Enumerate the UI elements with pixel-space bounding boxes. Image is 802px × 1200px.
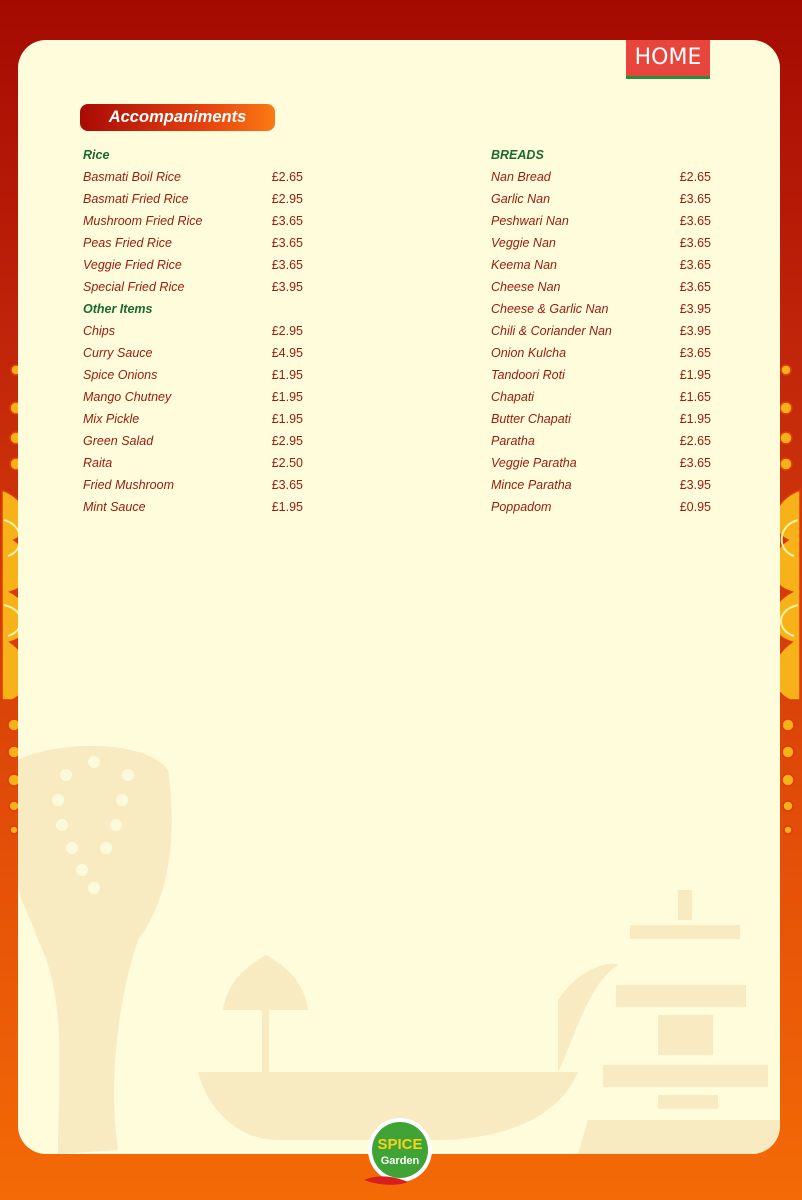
menu-item-row <box>491 210 711 232</box>
menu-item-name: Peshwari Nan <box>491 214 569 228</box>
menu-item-row <box>83 364 303 386</box>
menu-item-name: Veggie Paratha <box>491 456 577 470</box>
menu-item-name: Basmati Boil Rice <box>83 170 181 184</box>
menu-item-name: Mango Chutney <box>83 390 172 404</box>
menu-item-name: Butter Chapati <box>491 412 571 426</box>
menu-item-name: Raita <box>83 456 113 470</box>
menu-item-name: Keema Nan <box>491 258 558 272</box>
menu-item-price: £1.95 <box>271 500 303 514</box>
svg-text:SPICE: SPICE <box>377 1136 423 1153</box>
menu-item-row <box>491 232 711 254</box>
menu-item-row <box>83 276 303 298</box>
menu-item-price: £1.95 <box>271 368 303 382</box>
menu-item-row <box>491 452 711 474</box>
menu-item-name: Veggie Fried Rice <box>83 258 182 272</box>
menu-item-row <box>491 364 711 386</box>
menu-item-price: £3.65 <box>679 258 711 272</box>
menu-item-name: Paratha <box>491 434 535 448</box>
menu-item-row <box>83 408 303 430</box>
menu-item-row <box>491 474 711 496</box>
menu-item-name: Peas Fried Rice <box>83 236 172 250</box>
menu-item-price: £2.65 <box>271 170 303 184</box>
svg-text:Garden: Garden <box>380 1155 420 1167</box>
menu-item-row <box>83 474 303 496</box>
menu-item-name: Garlic Nan <box>491 192 551 206</box>
menu-item-row <box>491 386 711 408</box>
menu-item-price: £3.65 <box>271 236 303 250</box>
menu-item-name: Poppadom <box>491 500 552 514</box>
menu-item-name: Mint Sauce <box>83 500 146 514</box>
menu-item-row <box>83 320 303 342</box>
menu-item-name: Green Salad <box>83 434 154 448</box>
right-column-group-heading: BREADS <box>491 148 544 162</box>
menu-item-price: £1.95 <box>679 368 711 382</box>
menu-item-price: £3.65 <box>679 214 711 228</box>
menu-item-price: £4.95 <box>271 346 303 360</box>
menu-item-name: Mushroom Fried Rice <box>83 214 203 228</box>
menu-item-name: Spice Onions <box>83 368 158 382</box>
menu-column-left <box>83 144 303 518</box>
menu-column-right <box>491 144 711 518</box>
menu-item-price: £3.65 <box>271 258 303 272</box>
menu-item-name: Veggie Nan <box>491 236 556 250</box>
menu-item-row <box>83 232 303 254</box>
menu-item-name: Nan Bread <box>491 170 551 184</box>
menu-item-row <box>83 254 303 276</box>
menu-item-price: £3.65 <box>271 478 303 492</box>
left-column-group-heading: Other Items <box>83 302 153 316</box>
menu-item-row <box>491 298 711 320</box>
menu-item-price: £1.95 <box>271 412 303 426</box>
menu-item-row <box>83 386 303 408</box>
menu-item-row <box>491 188 711 210</box>
menu-item-row <box>491 254 711 276</box>
menu-item-price: £2.50 <box>271 456 303 470</box>
menu-item-row <box>83 166 303 188</box>
menu-item-row <box>491 496 711 518</box>
menu-item-row <box>83 210 303 232</box>
menu-item-price: £3.95 <box>679 478 711 492</box>
menu-item-row <box>491 430 711 452</box>
menu-item-price: £2.95 <box>271 192 303 206</box>
home-button[interactable]: HOME <box>626 40 710 79</box>
menu-item-price: £2.95 <box>271 324 303 338</box>
menu-item-row <box>83 430 303 452</box>
menu-item-name: Mince Paratha <box>491 478 572 492</box>
menu-item-row <box>83 496 303 518</box>
menu-item-name: Mix Pickle <box>83 412 140 426</box>
menu-item-price: £1.95 <box>271 390 303 404</box>
menu-item-name: Curry Sauce <box>83 346 153 360</box>
menu-item-price: £3.65 <box>679 456 711 470</box>
menu-item-price: £3.95 <box>271 280 303 294</box>
spice-garden-logo <box>358 1116 442 1188</box>
menu-item-price: £3.95 <box>679 302 711 316</box>
menu-item-price: £3.65 <box>679 192 711 206</box>
menu-item-row <box>491 320 711 342</box>
menu-item-name: Fried Mushroom <box>83 478 174 492</box>
menu-item-price: £2.95 <box>271 434 303 448</box>
menu-item-price: £3.65 <box>679 280 711 294</box>
menu-item-price: £3.95 <box>679 324 711 338</box>
menu-item-name: Basmati Fried Rice <box>83 192 189 206</box>
menu-item-price: £3.65 <box>271 214 303 228</box>
menu-item-name: Cheese & Garlic Nan <box>491 302 609 316</box>
menu-item-price: £3.65 <box>679 236 711 250</box>
menu-item-price: £2.65 <box>679 434 711 448</box>
menu-item-row <box>491 342 711 364</box>
menu-item-row <box>83 188 303 210</box>
menu-item-price: £0.95 <box>679 500 711 514</box>
menu-item-name: Onion Kulcha <box>491 346 567 360</box>
menu-item-name: Cheese Nan <box>491 280 561 294</box>
menu-item-row <box>491 276 711 298</box>
section-title: Accompaniments <box>80 104 275 131</box>
menu-item-row <box>491 408 711 430</box>
menu-item-price: £2.65 <box>679 170 711 184</box>
menu-item-name: Chapati <box>491 390 535 404</box>
menu-item-name: Tandoori Roti <box>491 368 565 382</box>
left-column-group-heading: Rice <box>83 148 110 162</box>
menu-item-row <box>491 166 711 188</box>
menu-item-price: £1.65 <box>679 390 711 404</box>
menu-item-name: Chips <box>83 324 115 338</box>
menu-item-price: £1.95 <box>679 412 711 426</box>
menu-card <box>18 40 780 1154</box>
menu-item-price: £3.65 <box>679 346 711 360</box>
menu-item-name: Special Fried Rice <box>83 280 185 294</box>
menu-item-row <box>83 342 303 364</box>
menu-item-name: Chili & Coriander Nan <box>491 324 612 338</box>
menu-item-row <box>83 452 303 474</box>
